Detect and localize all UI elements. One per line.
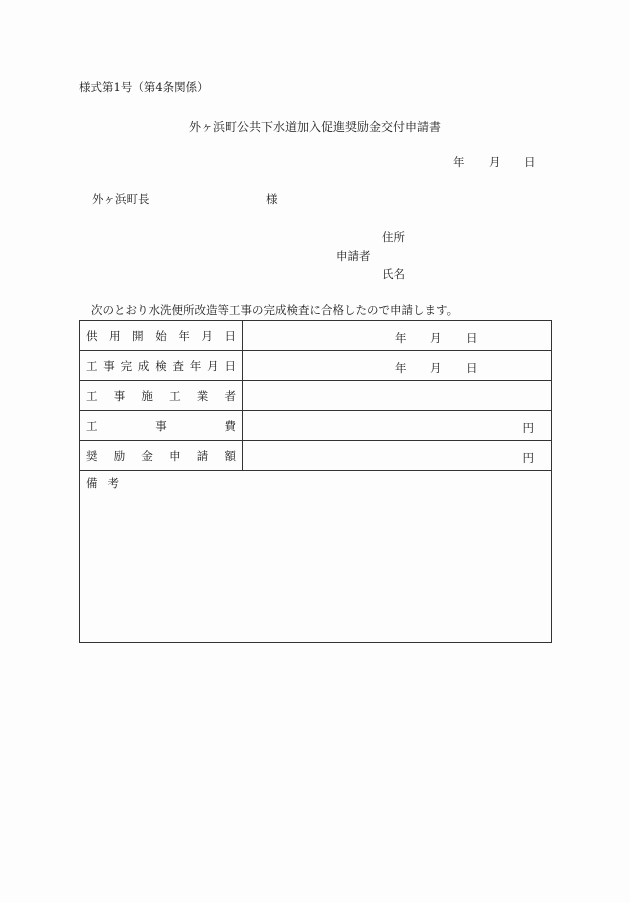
- service-start-day-label: 日: [466, 331, 478, 345]
- date-year-label: 年: [453, 155, 465, 169]
- construction-cost-field[interactable]: [243, 411, 552, 441]
- table-row-incentive-amount: [80, 441, 552, 471]
- date-month-label: 月: [489, 155, 501, 169]
- form-number: 様式第1号（第4条関係）: [79, 80, 209, 94]
- service-start-date-field[interactable]: [243, 321, 552, 351]
- date-day-label: 日: [524, 155, 536, 169]
- table-row-service-start-date: [80, 321, 552, 351]
- construction-cost-unit: 円: [522, 421, 534, 435]
- inspection-date-label: 工事完成検査年月日: [80, 351, 243, 381]
- address-label: 住所: [382, 230, 405, 244]
- inspection-month-label: 月: [430, 361, 442, 375]
- inspection-day-label: 日: [466, 361, 478, 375]
- incentive-amount-unit: 円: [522, 451, 534, 465]
- table-row-inspection-date: [80, 351, 552, 381]
- table-row-notes: [80, 471, 552, 643]
- inspection-year-label: 年: [395, 361, 407, 375]
- name-label: 氏名: [382, 267, 405, 281]
- contractor-field[interactable]: [243, 381, 552, 411]
- service-start-date-label: 供用開始年月日: [80, 321, 243, 351]
- notes-label: 備考: [86, 476, 129, 490]
- service-start-year-label: 年: [395, 331, 407, 345]
- table-row-contractor: [80, 381, 552, 411]
- application-table: [79, 320, 552, 643]
- statement-text: 次のとおり水洗便所改造等工事の完成検査に合格したので申請します。: [91, 303, 459, 317]
- incentive-amount-field[interactable]: [243, 441, 552, 471]
- construction-cost-label: 工事費: [80, 411, 243, 441]
- service-start-month-label: 月: [430, 331, 442, 345]
- incentive-amount-label: 奨励金申請額: [80, 441, 243, 471]
- addressee: 外ヶ浜町長: [92, 192, 150, 206]
- contractor-label: 工事施工業者: [80, 381, 243, 411]
- applicant-label: 申請者: [336, 249, 371, 263]
- inspection-date-field[interactable]: [243, 351, 552, 381]
- document-title: 外ヶ浜町公共下水道加入促進奨励金交付申請書: [188, 120, 441, 134]
- table-row-construction-cost: [80, 411, 552, 441]
- honorific: 様: [266, 192, 278, 206]
- notes-field[interactable]: [80, 471, 552, 643]
